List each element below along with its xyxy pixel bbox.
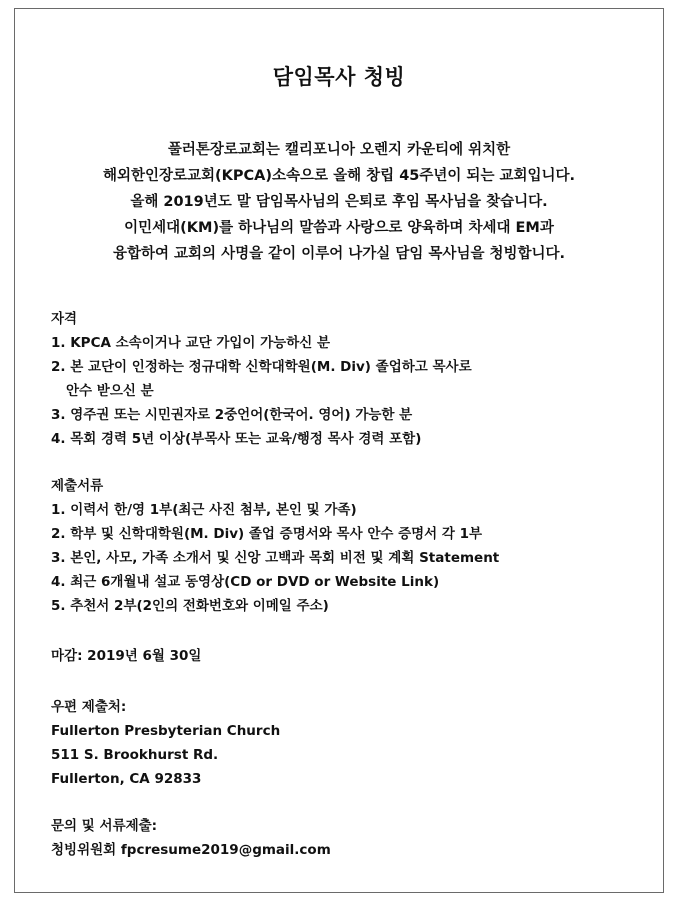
deadline-section (51, 644, 653, 668)
qualification-item: 3. 영주권 또는 시민권자로 2중언어(한국어. 영어) 가능한 분 (51, 407, 413, 423)
document-page (14, 8, 664, 893)
intro-line: 해외한인장로교회(KPCA)소속으로 올해 창립 45주년이 되는 교회입니다. (102, 168, 576, 184)
qualifications-section (51, 307, 653, 451)
document-item: 4. 최근 6개월내 설교 동영상(CD or DVD or Website Link) (51, 574, 440, 590)
deadline-text: 마감: 2019년 6월 30일 (51, 648, 202, 664)
document-item: 1. 이력서 한/영 1부(최근 사진 첨부, 본인 및 가족) (51, 502, 357, 518)
page-title: 담임목사 청빙 (272, 65, 406, 89)
qualification-item: 4. 목회 경력 5년 이상(부목사 또는 교육/행정 목사 경력 포함) (51, 431, 422, 447)
qualifications-heading: 자격 (51, 311, 78, 327)
qualification-item-continuation: 안수 받으신 분 (66, 383, 154, 399)
qualification-item: 2. 본 교단이 인정하는 정규대학 신학대학원(M. Div) 졸업하고 목사로 (51, 359, 472, 375)
mailing-address-line: 511 S. Brookhurst Rd. (51, 747, 219, 763)
mailing-heading: 우편 제출처: (51, 699, 127, 715)
document-item: 5. 추천서 2부(2인의 전화번호와 이메일 주소) (51, 598, 329, 614)
document-item: 2. 학부 및 신학대학원(M. Div) 졸업 증명서와 목사 안수 증명서 각 1부 (51, 526, 483, 542)
intro-line: 이민세대(KM)를 하나님의 말씀과 사랑으로 양육하며 차세대 EM과 (124, 220, 554, 236)
mailing-address-line: Fullerton Presbyterian Church (51, 723, 281, 739)
contact-section (51, 814, 653, 862)
intro-line: 풀러톤장로교회는 캘리포니아 오렌지 카운티에 위치한 (167, 142, 511, 158)
intro-line: 융합하여 교회의 사명을 같이 이루어 나가실 담임 목사님을 청빙합니다. (112, 246, 566, 262)
mailing-address-line: Fullerton, CA 92833 (51, 771, 202, 787)
documents-heading: 제출서류 (51, 478, 104, 494)
document-item: 3. 본인, 사모, 가족 소개서 및 신앙 고백과 목회 비전 및 계획 Statement (51, 550, 500, 566)
contact-heading: 문의 및 서류제출: (51, 818, 158, 834)
intro-line: 올해 2019년도 말 담임목사님의 은퇴로 후임 목사님을 찾습니다. (130, 194, 548, 210)
intro-paragraph (25, 137, 653, 267)
mailing-section (51, 695, 653, 791)
qualification-item: 1. KPCA 소속이거나 교단 가입이 가능하신 분 (51, 335, 331, 351)
documents-section (51, 474, 653, 618)
contact-email-line: 청빙위원회 fpcresume2019@gmail.com (51, 842, 331, 858)
